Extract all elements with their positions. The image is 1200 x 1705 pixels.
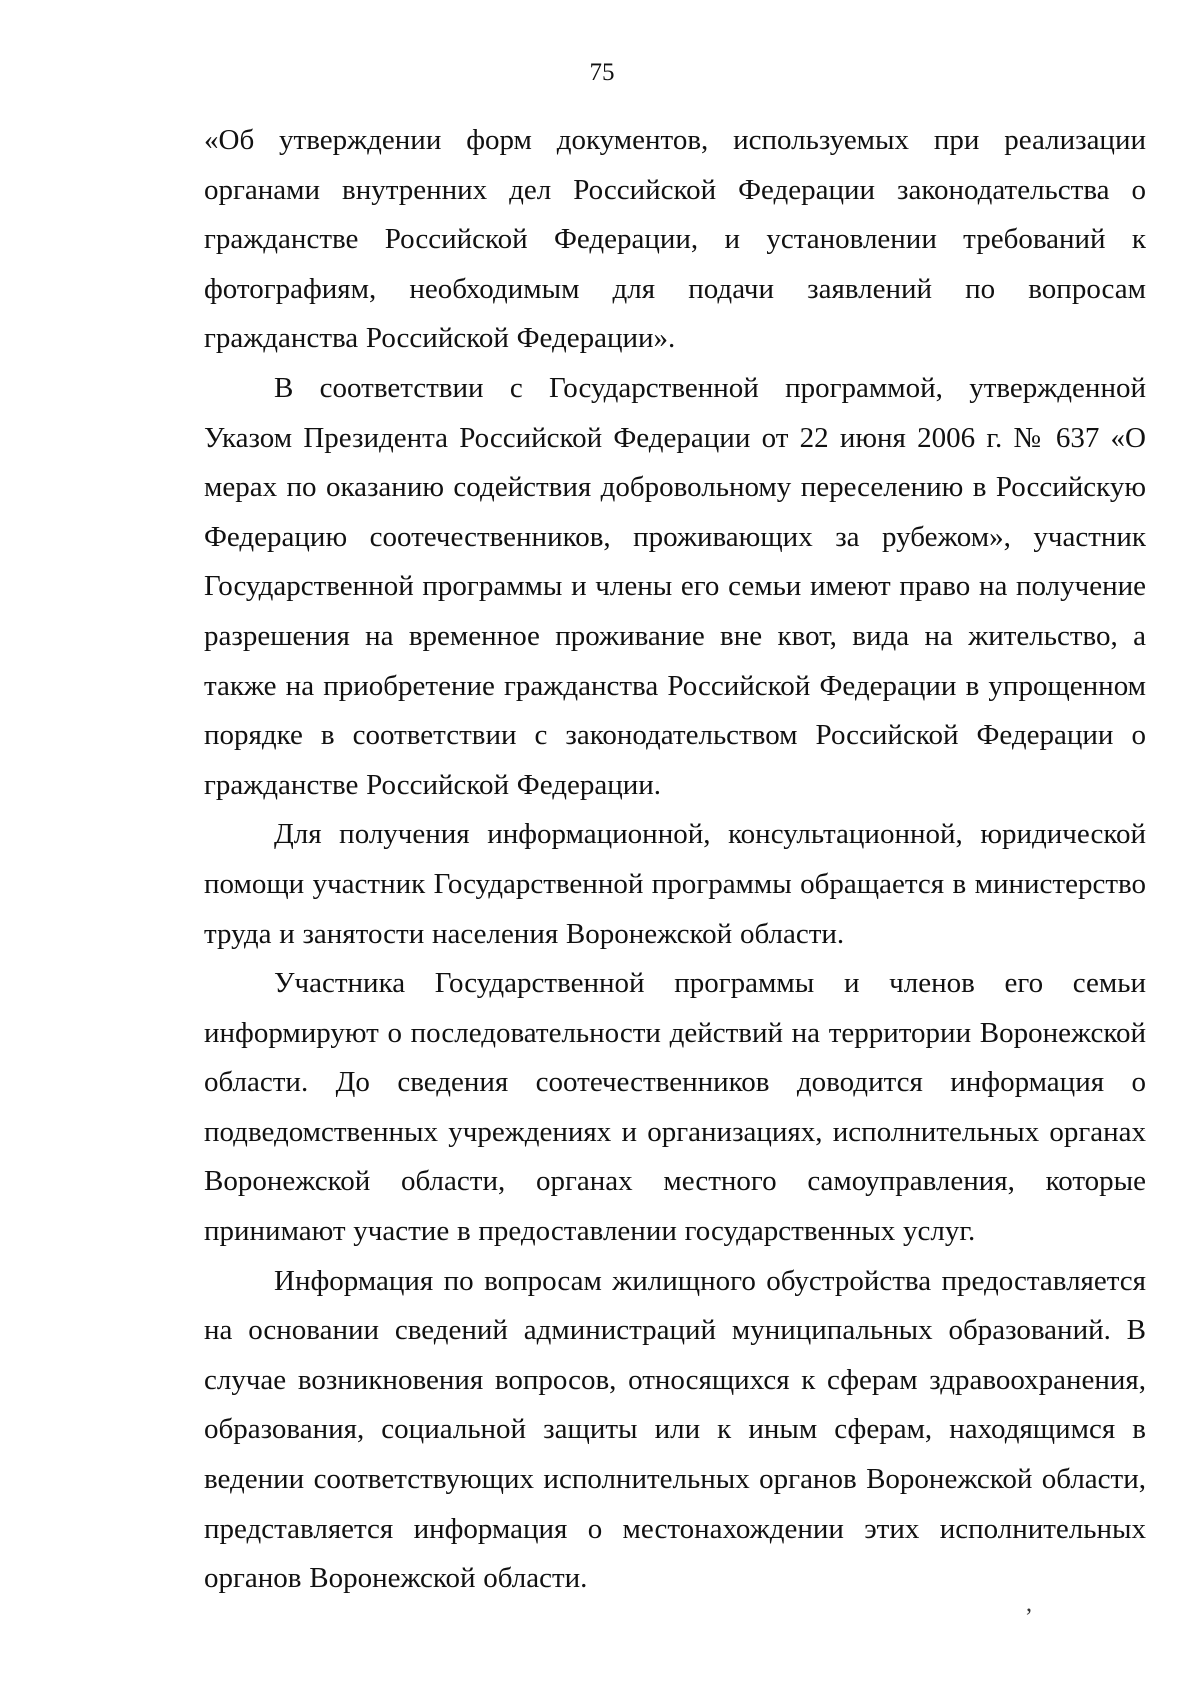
page-number: 75 [589, 59, 615, 86]
paragraph-1: «Об утверждении форм документов, используемых при реализации органами внутренних дел Российской Федерации законодательства о гражданстве Российской Федерации, и установлении требований к фотографиям, необходимым для подачи заявлений по вопросам гражданства Российской Федерации». [204, 124, 1146, 355]
paragraph-3: Для получения информационной, консультационной, юридической помощи участник Государственной программы обращается в министерство труда и занятости населения Воронежской области. [204, 818, 1146, 950]
document-body [204, 116, 1146, 1604]
paragraph-5: Информация по вопросам жилищного обустройства предоставляется на основании сведений администраций муниципальных образований. В случае возникновения вопросов, относящихся к сферам здравоохранения, образования, социальной защиты или к иным сферам, находящимся в ведении соответствующих исполнительных органов Воронежской области, представляется информация о местонахождении этих исполнительных органов Воронежской области. [204, 1264, 1146, 1595]
stray-mark: , [1026, 1591, 1032, 1617]
paragraph-2: В соответствии с Государственной программой, утвержденной Указом Президента Российской Федерации от 22 июня 2006 г. № 637 «О мерах по оказанию содействия добровольному переселению в Российскую Федерацию соотечественников, проживающих за рубежом», участник Государственной программы и члены его семьи имеют право на получение разрешения на временное проживание вне квот, вида на жительство, а также на приобретение гражданства Российской Федерации в упрощенном порядке в соответствии с законодательством Российской Федерации о гражданстве Российской Федерации. [204, 371, 1146, 801]
paragraph-4: Участника Государственной программы и членов его семьи информируют о последовательности действий на территории Воронежской области. До сведения соотечественников доводится информация о подведомственных учреждениях и организациях, исполнительных органах Воронежской области, органах местного самоуправления, которые принимают участие в предоставлении государственных услуг. [204, 967, 1146, 1248]
